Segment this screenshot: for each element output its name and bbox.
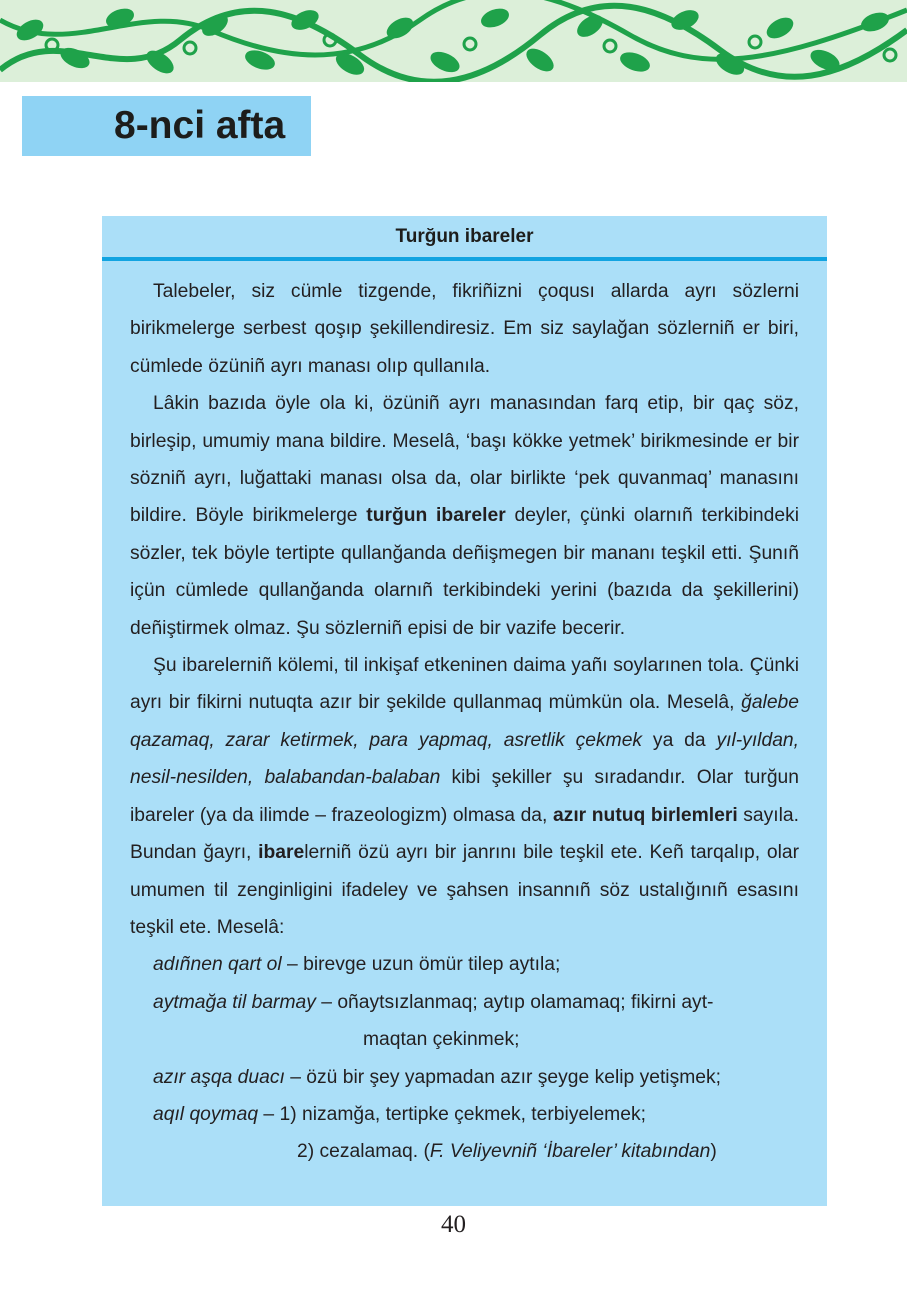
example-italic: ğalebe qazamaq, zarar ketirmek, para yapmaq, asretlik çekmek (130, 692, 799, 751)
floral-ornament-icon (0, 0, 907, 82)
term-bold: ibare (258, 842, 305, 864)
example-item: azır aşqa duacı – özü bir şey yapmadan azır şeyge kelip yetişmek; (153, 1066, 722, 1088)
info-box-body (102, 261, 827, 1171)
info-box-title: Turğun ibareler (395, 226, 534, 247)
paragraph-2: Lâkin bazıda öyle ola ki, özüniñ ayrı manasından farq etip, bir qaç söz, birleşip, umumiy mana bildire. Meselâ, ‘başı kökke yetmek’ birikmesinde er bir sözniñ ayrı, luğattaki manası olsa da, olar birlikte ‘pek quvanmaq’ manasını bildire. Böyle birikmelerge turğun ibareler deyler, çünki olarnıñ terkibindeki sözler, tek böyle tertipte qullanğanda deñişmegen bir mananı teşkil etti. Şunıñ içün cümlede qullanğanda olarnıñ terkibindeki yerini (bazıda da şekillerini) deñiştirmek olmaz. Şu sözlerniñ episi de bir vazife becerir. (130, 393, 800, 639)
example-item: adıñnen qart ol – birevge uzun ömür tilep aytıla; (153, 954, 561, 976)
floral-ornament-banner (0, 0, 907, 82)
paragraph-1: Talebeler, siz cümle tizgende, fikriñizni çoqusı allarda ayrı sözlerni birikmelerge serbest qoşıp şekillendiresiz. Em siz saylağan sözlerniñ er biri, cümlede özüniñ ayrı manası olıp qullanıla. (130, 281, 799, 377)
info-box (102, 216, 827, 1206)
week-title-tab (22, 96, 311, 156)
example-item: aqıl qoymaq – 1) nizamğa, tertipke çekmek, terbiyelemek; 2) cezalamaq. (F. Veliyevniñ ‘İbareler’ kitabından) (153, 1103, 717, 1163)
week-title: 8-nci afta (114, 104, 286, 147)
paragraph-3: Şu ibarelerniñ kölemi, til inkişaf etkeninen daima yañı soylarınen tola. Çünki ayrı bir fikirni nutuqta azır bir şekilde qullanmaq mümkün ola. Meselâ, ğalebe qazamaq, zarar ketirmek, para yapmaq, asretlik çekmek ya da yıl-yıldan, nesil-nesilden, balabandan-balaban kibi şekiller şu sıradandır. Olar turğun ibareler (ya da ilimde – frazeologizm) olmasa da, azır nutuq birlemleri sayıla. Bundan ğayrı, ibarelerniñ özü ayrı bir janrını bile teşkil ete. Keñ tarqalıp, olar umumen til zenginligini ifadeley ve şahsen insannıñ söz ustalığınıñ esasını teşkil ete. Meselâ: (130, 655, 800, 938)
term-bold: turğun ibareler (366, 505, 506, 527)
example-item: aytmağa til barmay – oñaytsızlanmaq; aytıp olamamaq; fikirni ayt- maqtan çekinmek; (153, 991, 714, 1051)
source-citation: F. Veliyevniñ ‘İbareler’ kitabından (429, 1141, 711, 1163)
page-number: 40 (441, 1211, 466, 1238)
example-italic: yıl-yıldan, nesil-nesilden, balabandan-balaban (130, 729, 799, 789)
term-bold: azır nutuq birlemleri (552, 804, 738, 826)
